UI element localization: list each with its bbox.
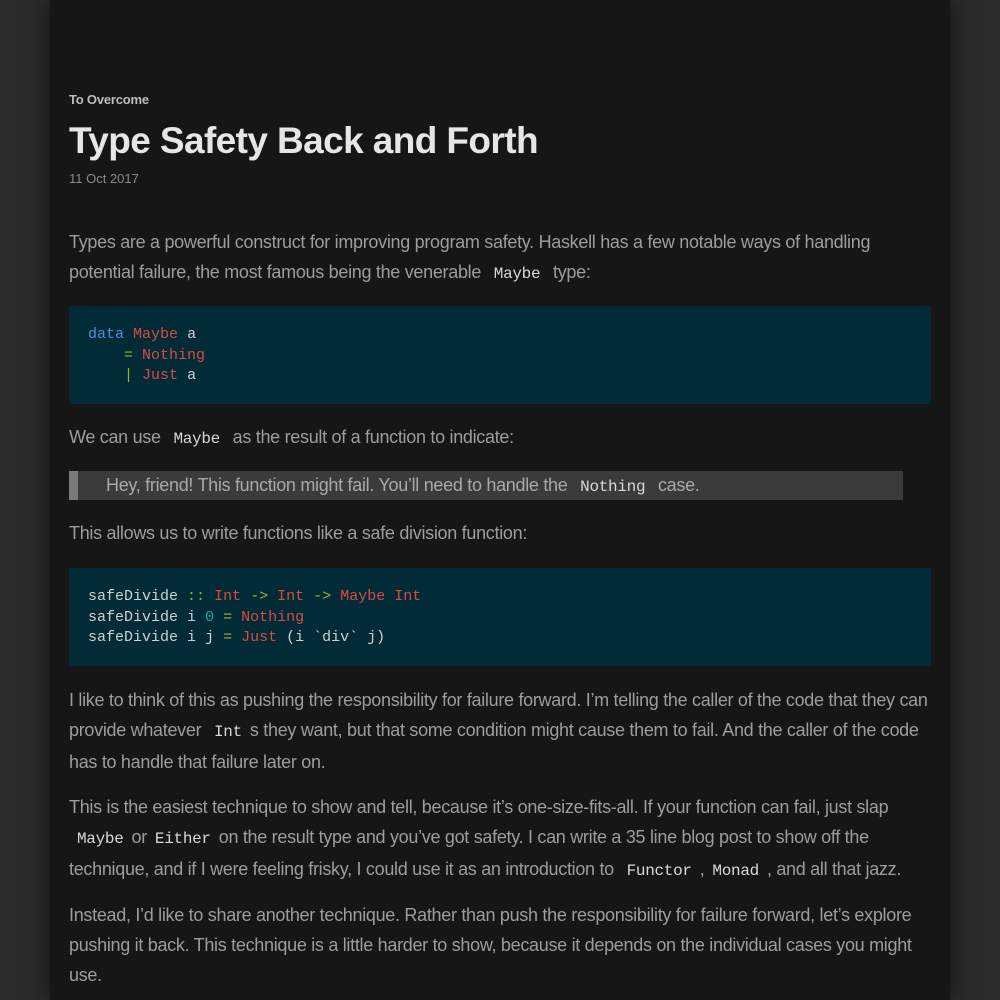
code-operator: -> bbox=[313, 588, 332, 605]
code-operator: = bbox=[223, 629, 233, 646]
paragraph-forward bbox=[69, 685, 931, 777]
inline-code: Nothing bbox=[580, 478, 646, 496]
text: case. bbox=[657, 475, 700, 495]
page bbox=[50, 0, 950, 1000]
code-keyword: data bbox=[88, 326, 125, 343]
paragraph-intro bbox=[69, 227, 931, 289]
code-var: a bbox=[187, 326, 197, 343]
code-type: Maybe bbox=[133, 326, 179, 343]
blog-name-link[interactable]: To Overcome bbox=[69, 92, 149, 107]
code-type: Int bbox=[214, 588, 242, 605]
code-block-maybe bbox=[69, 306, 931, 404]
text: type: bbox=[553, 262, 591, 282]
code-type: Nothing bbox=[142, 346, 206, 364]
code-name: safeDivide bbox=[88, 608, 179, 626]
code-operator: :: bbox=[187, 588, 206, 605]
code-name: safeDivide bbox=[88, 588, 179, 605]
text: on the result type and you’ve got safety. I can write a 35 line blog post to show off the technique, and if I were feeling frisky, I could use it as an introduction to bbox=[69, 827, 869, 879]
text: , and all that jazz. bbox=[766, 859, 902, 879]
blockquote bbox=[69, 471, 903, 500]
text: , bbox=[699, 859, 705, 879]
code-type: Just bbox=[142, 367, 179, 384]
code-type: Int bbox=[277, 588, 305, 605]
text: We can use bbox=[69, 427, 161, 447]
inline-code: Maybe bbox=[493, 265, 541, 283]
text: s they want, but that some condition might cause them to fail. And the caller of the code has to handle that failure later on. bbox=[69, 720, 919, 772]
code-operator: = bbox=[223, 608, 233, 626]
paragraph-easiest bbox=[69, 792, 931, 886]
text: as the result of a function to indicate: bbox=[232, 427, 514, 447]
code-var: i bbox=[187, 608, 197, 626]
paragraph-instead: Instead, I’d like to share another technique. Rather than push the responsibility for failure forward, let’s explore pushing it back. This technique is a little harder to show, because it depends on the individual cases you might use. bbox=[69, 905, 912, 985]
paragraph-usage bbox=[69, 422, 931, 454]
code-type: Just bbox=[241, 629, 278, 646]
inline-code: Either bbox=[154, 830, 211, 848]
inline-code: Monad bbox=[712, 862, 759, 880]
text: Hey, friend! This function might fail. You’ll need to handle the bbox=[106, 475, 568, 495]
code-operator: -> bbox=[250, 588, 269, 605]
code-expression: (i `div` j) bbox=[286, 629, 386, 646]
text: Types are a powerful construct for improving program safety. Haskell has a few notable ways of handling potential failure, the most famous being the venerable bbox=[69, 232, 871, 282]
inline-code: Maybe bbox=[173, 430, 220, 448]
text: I like to think of this as pushing the responsibility for failure forward. I’m telling the caller of the code that they can provide whatever bbox=[69, 690, 928, 740]
code-type: Nothing bbox=[241, 608, 305, 626]
code-text bbox=[88, 325, 205, 387]
post-title: Type Safety Back and Forth bbox=[69, 120, 538, 161]
code-name: safeDivide bbox=[88, 629, 179, 646]
text: This is the easiest technique to show and tell, because it’s one-size-fits-all. If your function can fail, just slap bbox=[69, 797, 889, 817]
code-text bbox=[88, 587, 421, 649]
code-operator: = bbox=[124, 346, 134, 364]
code-type: Maybe Int bbox=[340, 588, 422, 605]
text: or bbox=[131, 827, 147, 847]
code-block-safe-divide bbox=[69, 568, 931, 666]
code-number: 0 bbox=[205, 608, 215, 626]
code-var: i j bbox=[187, 629, 215, 646]
code-operator: | bbox=[124, 367, 134, 384]
inline-code: Functor bbox=[626, 862, 692, 880]
paragraph-safe-division: This allows us to write functions like a safe division function: bbox=[69, 523, 528, 543]
code-var: a bbox=[187, 367, 197, 384]
blockquote-text bbox=[106, 471, 700, 502]
inline-code: Int bbox=[213, 723, 242, 741]
post-date: 11 Oct 2017 bbox=[69, 171, 139, 186]
inline-code: Maybe bbox=[77, 830, 124, 848]
